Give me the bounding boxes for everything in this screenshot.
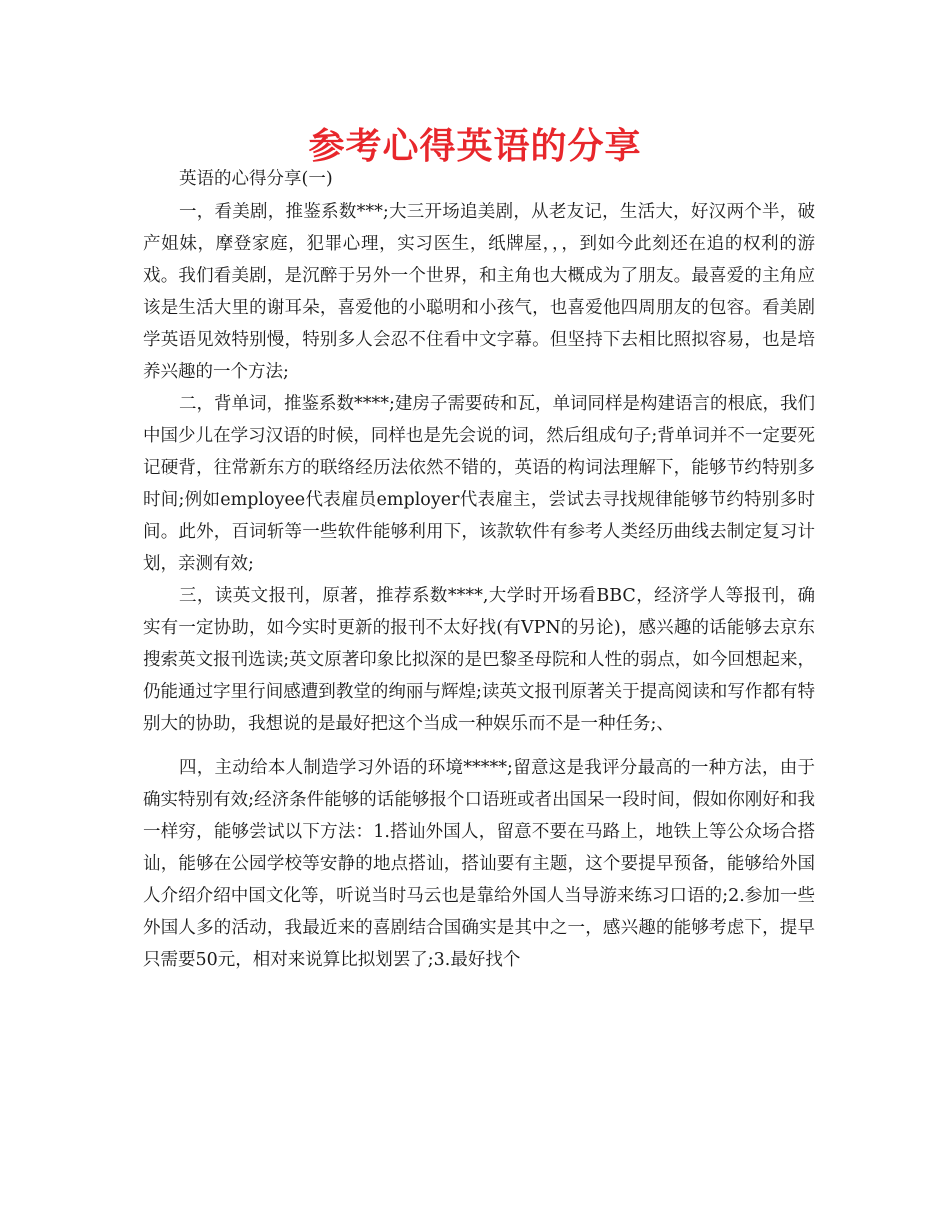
paragraph-environment: 四，主动给本人制造学习外语的环境*****;留意这是我评分最高的一种方法，由于确实特别有效;经济条件能够的话能够报个口语班或者出国呆一段时间，假如你刚好和我一样穷，能够尝试以下方法：1.搭讪外国人，留意不要在马路上，地铁上等公众场合搭讪，能够在公园学校等安静的地点搭讪，搭讪要有主题，这个要提早预备，能够给外国人介绍介绍中国文化等，听说当时马云也是靠给外国人当导游来练习口语的;2.参加一些外国人多的活动，我最近来的喜剧结合国确实是其中之一，感兴趣的能够考虑下，提早只需要50元，相对来说算比拟划罢了;3.最好找个	[143, 758, 815, 970]
paragraph-watch-shows: 一，看美剧，推鉴系数***;大三开场追美剧，从老友记，生活大，好汉两个半，破产姐妹，摩登家庭，犯罪心理，实习医生，纸牌屋，，，到如今此刻还在追的权利的游戏。我们看美剧，是沉醉于另外一个世界，和主角也大概成为了朋友。最喜爱的主角应该是生活大里的谢耳朵，喜爱他的小聪明和小孩气，也喜爱他四周朋友的包容。看美剧学英语见效特别慢，特别多人会忍不住看中文字幕。但坚持下去相比照拟容易，也是培养兴趣的一个方法;	[143, 202, 815, 382]
paragraph-vocabulary: 二，背单词，推鉴系数****;建房子需要砖和瓦，单词同样是构建语言的根底，我们中国少儿在学习汉语的时候，同样也是先会说的词，然后组成句子;背单词并不一定要死记硬背，往常新东方的联络经历法依然不错的，英语的构词法理解下，能够节约特别多时间;例如employee代表雇员employer代表雇主，尝试去寻找规律能够节约特别多时间。此外，百词斩等一些软件能够利用下，该款软件有参考人类经历曲线去制定复习计划，亲测有效;	[143, 394, 815, 574]
document-body	[143, 164, 815, 976]
document-title: 参考心得英语的分享	[308, 126, 642, 167]
paragraph-reading: 三，读英文报刊，原著，推荐系数****,大学时开场看BBC，经济学人等报刊，确实有一定协助，如今实时更新的报刊不太好找(有VPN的另论)，感兴趣的话能够去京东搜索英文报刊选读;英文原著印象比拟深的是巴黎圣母院和人性的弱点，如今回想起来，仍能通过字里行间感遭到教堂的绚丽与辉煌;读英文报刊原著关于提高阅读和写作都有特别大的协助，我想说的是最好把这个当成一种娱乐而不是一种任务;、	[143, 586, 815, 734]
section-subtitle: 英语的心得分享(一)	[179, 169, 333, 189]
